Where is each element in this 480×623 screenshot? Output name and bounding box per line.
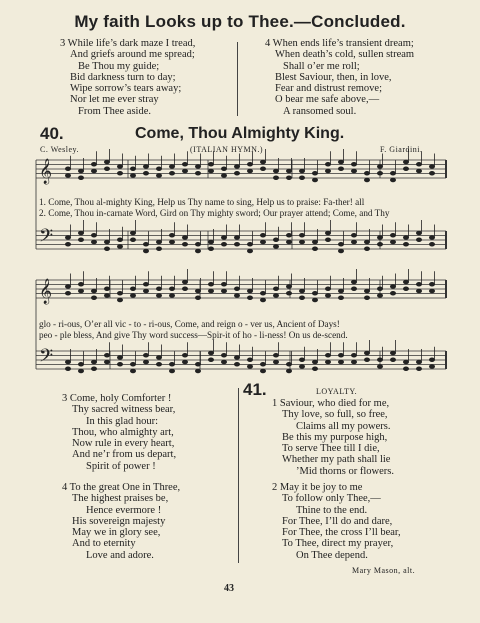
note-head — [377, 165, 382, 169]
note-head — [325, 360, 330, 364]
verse-line: For Thee, the cross I’ll bear, — [282, 527, 401, 539]
note-head — [299, 365, 304, 369]
note-head — [65, 367, 70, 371]
note-head — [416, 360, 421, 364]
note-head — [117, 291, 122, 295]
note-head — [416, 231, 421, 235]
verse-line: Whether my path shall lie — [282, 454, 391, 466]
note-head — [65, 167, 70, 171]
note-head — [104, 360, 109, 364]
note-head — [65, 360, 70, 364]
note-head — [403, 167, 408, 171]
note-head — [338, 296, 343, 300]
note-head — [104, 294, 109, 298]
note-head — [325, 231, 330, 235]
note-head — [234, 362, 239, 366]
note-head — [338, 160, 343, 164]
note-head — [91, 360, 96, 364]
note-head — [338, 360, 343, 364]
note-head — [117, 245, 122, 249]
hymn-author: C. Wesley. — [40, 145, 80, 154]
note-head — [429, 289, 434, 293]
note-head — [208, 240, 213, 244]
note-head — [273, 360, 278, 364]
note-head — [273, 287, 278, 291]
note-head — [65, 291, 70, 295]
verse-line: Shall o’er me roll; — [283, 60, 360, 72]
verse-line: ’Mid thorns or flowers. — [296, 465, 394, 477]
note-head — [156, 287, 161, 291]
note-head — [78, 238, 83, 242]
note-head — [416, 289, 421, 293]
note-head — [104, 160, 109, 164]
hymn-title: LOYALTY. — [316, 387, 358, 396]
note-head — [364, 171, 369, 175]
note-head — [416, 238, 421, 242]
note-head — [195, 289, 200, 293]
note-head — [208, 162, 213, 166]
note-head — [403, 160, 408, 164]
section-title: My faith Looks up to Thee.—Concluded. — [74, 12, 406, 31]
note-head — [208, 351, 213, 355]
note-head — [130, 167, 135, 171]
note-head — [377, 287, 382, 291]
note-head — [429, 236, 434, 240]
note-head — [260, 240, 265, 244]
verse-line: 3 Come, holy Comforter ! — [62, 393, 172, 404]
hymn-number: 41. — [243, 380, 267, 399]
note-head — [78, 362, 83, 366]
note-head — [104, 353, 109, 357]
note-head — [403, 360, 408, 364]
verse-line: Thy sacred witness bear, — [72, 404, 176, 416]
verse-line: Blest Saviour, then, in love, — [275, 71, 392, 83]
note-head — [429, 282, 434, 286]
note-head — [195, 171, 200, 175]
verse-line: To serve Thee till I die, — [282, 443, 380, 455]
column-divider — [238, 388, 239, 563]
note-head — [286, 233, 291, 237]
note-head — [104, 247, 109, 251]
note-head — [312, 171, 317, 175]
note-head — [247, 249, 252, 253]
note-head — [299, 169, 304, 173]
note-head — [156, 240, 161, 244]
note-head — [260, 233, 265, 237]
note-head — [273, 294, 278, 298]
lyrics-line: glo - ri-ous, O’er all vic - to - ri-ous, Come, and reign o - ver us, Ancient of Days! — [39, 319, 340, 329]
verse-line: Now rule in every heart, — [72, 438, 175, 450]
note-head — [195, 362, 200, 366]
note-head — [338, 167, 343, 171]
note-head — [234, 236, 239, 240]
note-head — [130, 231, 135, 235]
note-head — [247, 162, 252, 166]
verse-line: And to eternity — [72, 538, 136, 550]
note-head — [377, 294, 382, 298]
verse-line: Wipe sorrow’s tears away; — [70, 83, 182, 95]
note-head — [78, 231, 83, 235]
note-head — [117, 298, 122, 302]
note-head — [117, 356, 122, 360]
note-head — [130, 174, 135, 178]
verse-line: Thy love, so full, so free, — [282, 409, 388, 421]
note-head — [221, 236, 226, 240]
verse-line: Nor let me ever stray — [70, 94, 159, 106]
note-head — [143, 282, 148, 286]
note-head — [364, 358, 369, 362]
note-head — [143, 289, 148, 293]
note-head — [247, 242, 252, 246]
note-head — [130, 238, 135, 242]
hymn40-verse-3 — [62, 393, 176, 472]
note-head — [169, 362, 174, 366]
treble-clef: 𝄞 — [39, 279, 53, 304]
note-head — [104, 167, 109, 171]
note-head — [156, 362, 161, 366]
verse-line: Thou, who almighty art, — [72, 426, 174, 438]
note-head — [65, 242, 70, 246]
verse-line: Be Thou my guide; — [78, 60, 160, 72]
note-head — [195, 165, 200, 169]
note-head — [351, 240, 356, 244]
note-head — [312, 367, 317, 371]
verse-line: When death’s cold, sullen stream — [275, 49, 415, 61]
note-head — [286, 291, 291, 295]
lyrics-line: 2. Come, Thou in-carnate Word, Gird on Thy mighty sword; Our prayer attend; Come, and Thy — [39, 208, 390, 218]
note-head — [312, 291, 317, 295]
note-head — [351, 287, 356, 291]
note-head — [234, 171, 239, 175]
note-head — [403, 236, 408, 240]
note-head — [325, 353, 330, 357]
note-head — [429, 358, 434, 362]
note-head — [91, 289, 96, 293]
verse-line: 4 When ends life’s transient dream; — [265, 38, 414, 49]
note-head — [273, 176, 278, 180]
note-head — [377, 236, 382, 240]
verse-line: Hence evermore ! — [86, 504, 162, 516]
note-head — [390, 240, 395, 244]
note-head — [91, 169, 96, 173]
verse-line: His sovereign majesty — [72, 515, 166, 527]
note-head — [338, 249, 343, 253]
note-head — [273, 238, 278, 242]
note-head — [156, 356, 161, 360]
verse-line: 2 May it be joy to me — [272, 482, 363, 493]
note-head — [182, 236, 187, 240]
note-head — [156, 174, 161, 178]
note-head — [169, 240, 174, 244]
note-head — [78, 369, 83, 373]
note-head — [312, 298, 317, 302]
note-head — [117, 362, 122, 366]
verse-line: On Thee depend. — [296, 549, 368, 561]
note-head — [403, 280, 408, 284]
note-head — [351, 353, 356, 357]
note-head — [260, 291, 265, 295]
verse-line: The highest praises be, — [72, 493, 169, 505]
note-head — [260, 369, 265, 373]
note-head — [91, 162, 96, 166]
note-head — [221, 174, 226, 178]
note-head — [390, 291, 395, 295]
note-head — [78, 282, 83, 286]
note-head — [143, 249, 148, 253]
note-head — [351, 280, 356, 284]
note-head — [169, 294, 174, 298]
verse-line: Bid darkness turn to day; — [70, 71, 176, 83]
note-head — [338, 353, 343, 357]
note-head — [208, 289, 213, 293]
note-head — [390, 358, 395, 362]
verse-line: May we in glory see, — [72, 527, 161, 539]
verse-line: To Thee, direct my prayer, — [282, 538, 394, 550]
verse-line: To follow only Thee,— — [282, 493, 381, 505]
verse-line: From Thee aside. — [78, 105, 151, 117]
note-head — [338, 242, 343, 246]
note-head — [429, 242, 434, 246]
note-head — [130, 294, 135, 298]
note-head — [156, 294, 161, 298]
note-head — [260, 160, 265, 164]
note-head — [91, 367, 96, 371]
note-head — [221, 167, 226, 171]
note-head — [325, 169, 330, 173]
verse-line: Claims all my powers. — [296, 420, 391, 432]
note-head — [273, 169, 278, 173]
verse-line: 1 Saviour, who died for me, — [272, 398, 390, 409]
verse-line: And ne’r from us depart, — [72, 449, 177, 461]
note-head — [325, 294, 330, 298]
hymn-author: Mary Mason, alt. — [352, 566, 416, 575]
note-head — [221, 353, 226, 357]
note-head — [130, 369, 135, 373]
note-head — [312, 178, 317, 182]
note-head — [234, 287, 239, 291]
note-head — [143, 360, 148, 364]
verse-line: Spirit of power ! — [86, 460, 156, 472]
note-head — [104, 240, 109, 244]
note-head — [234, 294, 239, 298]
note-head — [351, 162, 356, 166]
verse-line: 4 To the great One in Three, — [62, 482, 181, 493]
note-head — [234, 242, 239, 246]
note-head — [78, 176, 83, 180]
note-head — [221, 289, 226, 293]
hymn-number: 40. — [40, 124, 64, 143]
note-head — [104, 287, 109, 291]
note-head — [273, 353, 278, 357]
note-head — [195, 242, 200, 246]
note-head — [182, 169, 187, 173]
note-head — [299, 233, 304, 237]
bass-clef: 𝄢 — [39, 226, 54, 251]
note-head — [325, 238, 330, 242]
note-head — [182, 242, 187, 246]
note-head — [208, 247, 213, 251]
note-head — [403, 287, 408, 291]
note-head — [403, 367, 408, 371]
note-head — [390, 233, 395, 237]
note-head — [156, 247, 161, 251]
note-head — [221, 242, 226, 246]
note-head — [208, 282, 213, 286]
note-head — [429, 165, 434, 169]
note-head — [351, 169, 356, 173]
note-head — [273, 245, 278, 249]
note-head — [182, 280, 187, 284]
note-head — [364, 178, 369, 182]
note-head — [169, 287, 174, 291]
bass-clef: 𝄢 — [39, 346, 54, 371]
note-head — [377, 358, 382, 362]
hymn-tune: (ITALIAN HYMN.) — [190, 145, 264, 154]
note-head — [169, 165, 174, 169]
note-head — [312, 247, 317, 251]
note-head — [143, 353, 148, 357]
note-head — [247, 296, 252, 300]
hymn-composer: F. Giardini. — [380, 145, 423, 154]
note-head — [299, 240, 304, 244]
hymn-title: Come, Thou Almighty King. — [135, 125, 345, 142]
note-head — [299, 176, 304, 180]
note-head — [91, 240, 96, 244]
note-head — [260, 362, 265, 366]
note-head — [429, 171, 434, 175]
note-head — [286, 240, 291, 244]
verse-line: Thine to the end. — [296, 504, 368, 516]
note-head — [182, 287, 187, 291]
note-head — [299, 296, 304, 300]
treble-clef: 𝄞 — [39, 159, 53, 184]
verse-line: For Thee, I’ll do and dare, — [282, 515, 393, 527]
verse-line: Fear and distrust remove; — [275, 83, 383, 95]
verse-line: In this glad hour: — [86, 415, 159, 427]
note-head — [65, 236, 70, 240]
verse-line: O bear me safe above,— — [275, 94, 380, 106]
note-head — [286, 369, 291, 373]
note-head — [286, 362, 291, 366]
note-head — [195, 369, 200, 373]
note-head — [182, 353, 187, 357]
note-head — [117, 238, 122, 242]
verse-line: Love and adore. — [86, 549, 154, 561]
note-head — [325, 287, 330, 291]
note-head — [351, 233, 356, 237]
verse-line: 3 While life’s dark maze I tread, — [60, 38, 196, 49]
note-head — [429, 365, 434, 369]
note-head — [364, 296, 369, 300]
note-head — [351, 360, 356, 364]
note-head — [221, 282, 226, 286]
note-head — [364, 240, 369, 244]
note-head — [234, 356, 239, 360]
note-head — [182, 360, 187, 364]
note-head — [65, 174, 70, 178]
note-head — [390, 171, 395, 175]
lyrics-line: peo - ple bless, And give Thy word success—Spir-it of ho - li-ness! On us de-scend. — [39, 330, 348, 340]
hymn40-verse-4 — [62, 482, 180, 561]
note-head — [377, 365, 382, 369]
note-head — [416, 169, 421, 173]
note-head — [403, 242, 408, 246]
note-head — [156, 167, 161, 171]
note-head — [286, 169, 291, 173]
note-head — [260, 167, 265, 171]
lyrics-line: 1. Come, Thou al-mighty King, Help us Thy name to sing, Help us to praise: Fa-ther! all — [39, 197, 365, 207]
verse-line: A ransomed soul. — [283, 105, 357, 117]
note-head — [143, 242, 148, 246]
note-head — [299, 289, 304, 293]
note-head — [130, 362, 135, 366]
note-head — [338, 289, 343, 293]
note-head — [364, 247, 369, 251]
note-head — [247, 358, 252, 362]
note-head — [208, 358, 213, 362]
note-head — [299, 358, 304, 362]
note-head — [195, 249, 200, 253]
note-head — [208, 169, 213, 173]
note-head — [247, 365, 252, 369]
note-head — [286, 285, 291, 289]
note-head — [377, 171, 382, 175]
hymn41-verse-2 — [272, 482, 401, 561]
note-head — [169, 171, 174, 175]
note-head — [117, 165, 122, 169]
note-head — [260, 298, 265, 302]
note-head — [221, 360, 226, 364]
note-head — [234, 165, 239, 169]
page-number: 43 — [224, 583, 234, 594]
note-head — [377, 242, 382, 246]
note-head — [78, 289, 83, 293]
note-head — [78, 169, 83, 173]
verse-line: And griefs around me spread; — [70, 49, 195, 61]
note-head — [390, 285, 395, 289]
note-head — [286, 176, 291, 180]
note-head — [143, 171, 148, 175]
note-head — [169, 233, 174, 237]
note-head — [169, 369, 174, 373]
note-head — [364, 289, 369, 293]
note-head — [130, 287, 135, 291]
hymn41-verse-1 — [272, 398, 394, 477]
note-head — [416, 367, 421, 371]
note-head — [247, 169, 252, 173]
note-head — [143, 165, 148, 169]
note-head — [312, 360, 317, 364]
note-head — [91, 296, 96, 300]
note-head — [182, 162, 187, 166]
note-head — [416, 162, 421, 166]
note-head — [390, 178, 395, 182]
note-head — [195, 296, 200, 300]
note-head — [312, 240, 317, 244]
note-head — [117, 171, 122, 175]
note-head — [65, 285, 70, 289]
note-head — [91, 233, 96, 237]
verse-line: Be this my purpose high, — [282, 431, 388, 443]
note-head — [325, 162, 330, 166]
note-head — [390, 351, 395, 355]
note-head — [364, 351, 369, 355]
note-head — [247, 289, 252, 293]
note-head — [416, 282, 421, 286]
